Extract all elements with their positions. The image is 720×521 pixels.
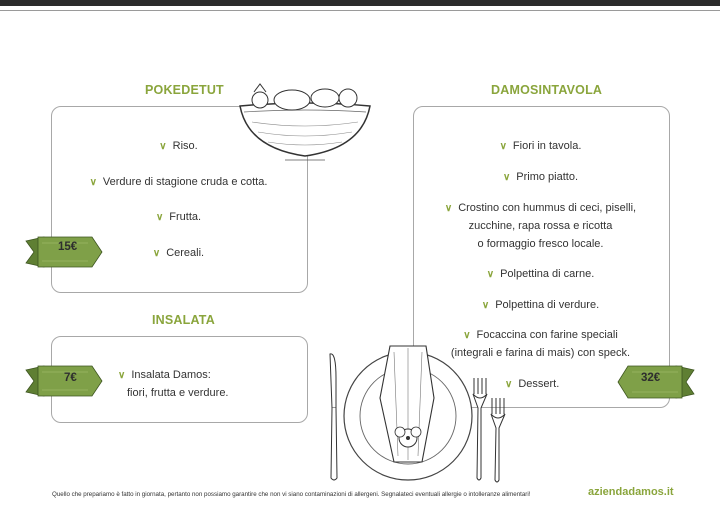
insalata-title: INSALATA bbox=[152, 313, 215, 327]
leaf-icon: ∨ bbox=[118, 370, 126, 381]
leaf-icon: ∨ bbox=[159, 141, 167, 152]
poke-bowl-icon bbox=[230, 78, 380, 168]
insalata-price: 7€ bbox=[64, 372, 77, 384]
poke-title: POKEDETUT bbox=[145, 83, 224, 97]
leaf-icon: ∨ bbox=[486, 269, 495, 280]
leaf-icon: ∨ bbox=[502, 172, 511, 183]
damos-item-3-line3: o formaggio fresco locale. bbox=[477, 238, 604, 250]
leaf-icon: ∨ bbox=[499, 141, 507, 152]
poke-item-4: ∨ Cereali. bbox=[152, 247, 205, 259]
damos-item-6-line2: (integrali e farina di mais) con speck. bbox=[450, 347, 631, 359]
insalata-item: ∨ Insalata Damos: bbox=[118, 369, 211, 381]
allergen-note: Quello che prepariamo è fatto in giornata, pertanto non possiamo garantire che non vi siano contaminazioni di allergeni. Segnalateci eventuali allergie o intolleranze alimentari! bbox=[52, 491, 531, 498]
damos-item-6: ∨ Focaccina con farine speciali bbox=[463, 329, 618, 341]
damos-item-3-line2: zucchine, rapa rossa e ricotta bbox=[468, 220, 613, 232]
leaf-icon: ∨ bbox=[89, 177, 97, 188]
damos-price: 32€ bbox=[641, 372, 661, 384]
insalata-item-line2: fiori, frutta e verdure. bbox=[127, 387, 229, 399]
leaf-icon: ∨ bbox=[152, 248, 161, 259]
leaf-icon: ∨ bbox=[463, 330, 471, 341]
leaf-icon: ∨ bbox=[155, 212, 164, 223]
poke-item-1: ∨ Riso. bbox=[159, 140, 198, 152]
damos-item-1: ∨ Fiori in tavola. bbox=[499, 140, 582, 152]
poke-price: 15€ bbox=[58, 241, 78, 253]
leaf-icon: ∨ bbox=[481, 300, 490, 311]
top-divider bbox=[0, 10, 720, 11]
leaf-icon: ∨ bbox=[505, 379, 513, 390]
damos-item-3: ∨ Crostino con hummus di ceci, piselli, bbox=[444, 202, 637, 214]
damos-title: DAMOSINTAVOLA bbox=[491, 83, 603, 97]
damos-item-5: ∨ Polpettina di verdure. bbox=[481, 299, 600, 311]
damos-item-7: ∨ Dessert. bbox=[505, 378, 560, 390]
website-link[interactable]: aziendadamos.it bbox=[588, 486, 674, 498]
damos-item-4: ∨ Polpettina di carne. bbox=[486, 268, 595, 280]
poke-item-2: ∨ Verdure di stagione cruda e cotta. bbox=[89, 176, 268, 188]
top-bar bbox=[0, 0, 720, 6]
damos-item-2: ∨ Primo piatto. bbox=[502, 171, 579, 183]
place-setting-icon bbox=[318, 338, 518, 486]
poke-item-3: ∨ Frutta. bbox=[155, 211, 202, 223]
leaf-icon: ∨ bbox=[444, 203, 453, 214]
